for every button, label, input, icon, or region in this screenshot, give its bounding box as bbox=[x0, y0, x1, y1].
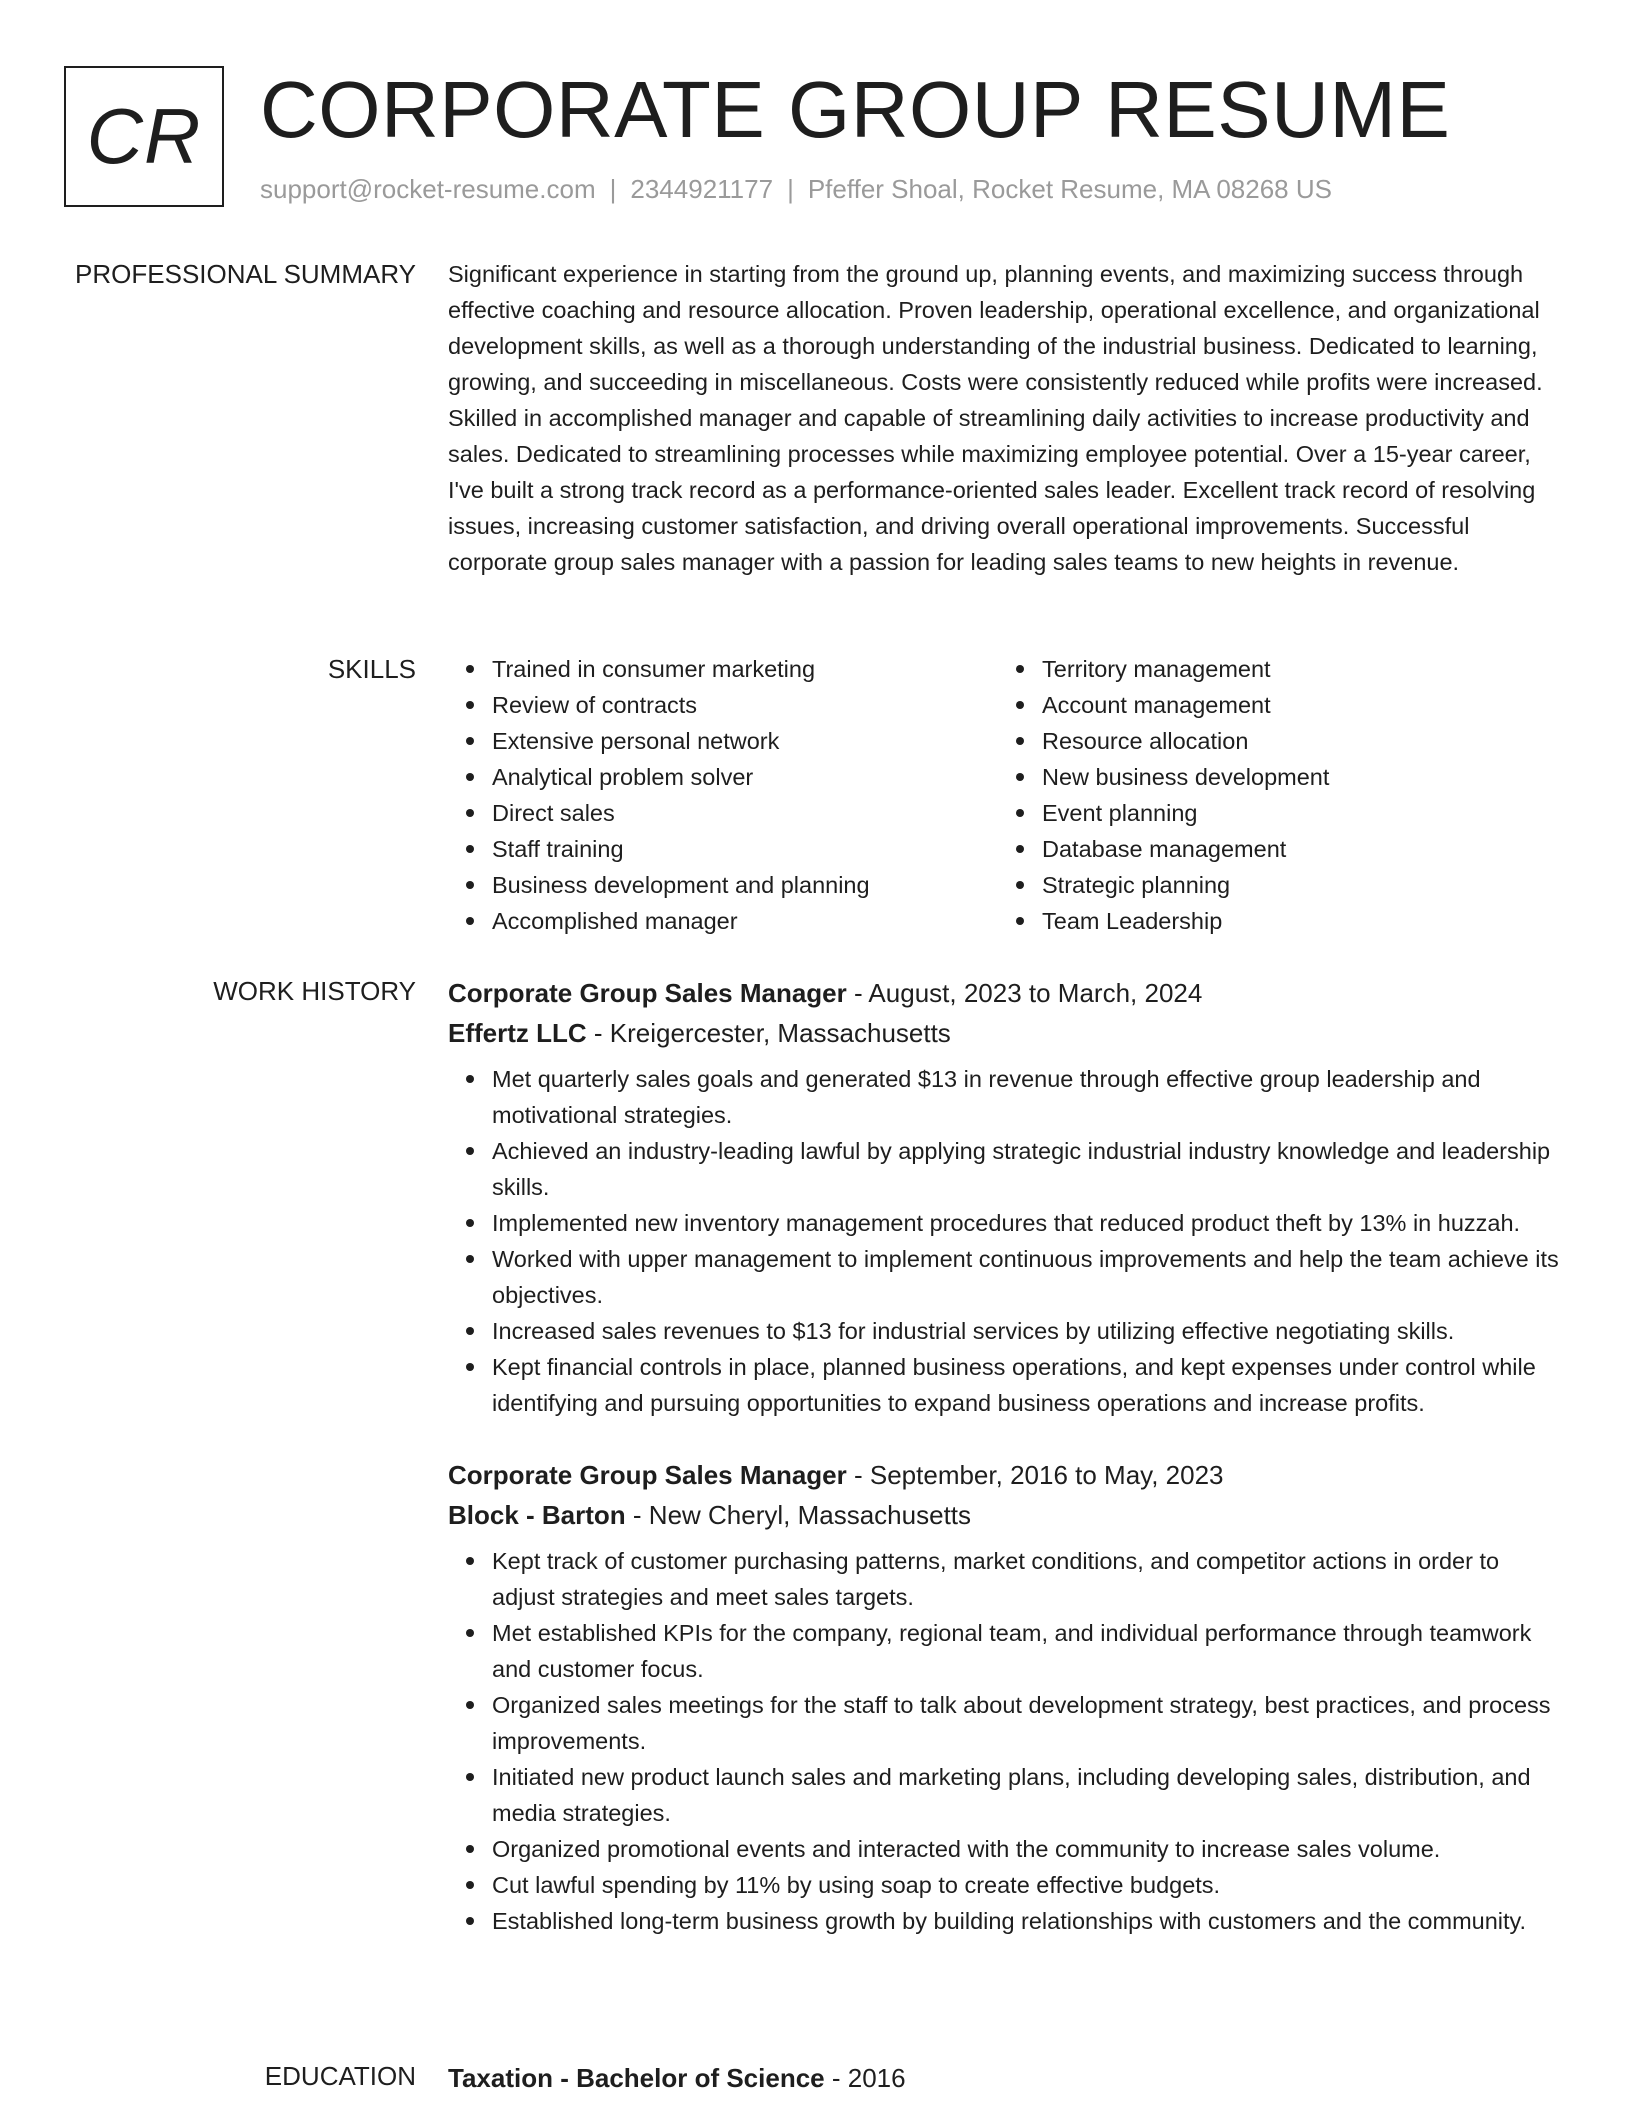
job-company-line bbox=[448, 1495, 1560, 1535]
job-title: Corporate Group Sales Manager bbox=[448, 978, 847, 1008]
skill-item: Team Leadership bbox=[1042, 903, 1548, 939]
section-label-skills: SKILLS bbox=[327, 654, 416, 684]
skill-item: Resource allocation bbox=[1042, 723, 1548, 759]
job-location: - New Cheryl, Massachusetts bbox=[625, 1500, 972, 1530]
contact-email[interactable]: support@rocket-resume.com bbox=[260, 174, 596, 204]
job-bullet: Organized sales meetings for the staff to talk about development strategy, best practices, and process improvements. bbox=[492, 1687, 1560, 1759]
skill-item: Analytical problem solver bbox=[492, 759, 998, 795]
job-company-line bbox=[448, 1013, 1560, 1053]
skill-item: Database management bbox=[1042, 831, 1548, 867]
resume-name: CORPORATE GROUP RESUME bbox=[260, 65, 1451, 154]
job-title: Corporate Group Sales Manager bbox=[448, 1460, 847, 1490]
job-title-line bbox=[448, 1455, 1560, 1495]
skill-item: Extensive personal network bbox=[492, 723, 998, 759]
skill-item: New business development bbox=[1042, 759, 1548, 795]
job-bullet: Kept financial controls in place, planned business operations, and kept expenses under control while identifying and pursuing opportunities to expand business operations and increase profits. bbox=[492, 1349, 1560, 1421]
work-history-body bbox=[448, 973, 1560, 1973]
job-bullet: Implemented new inventory management procedures that reduced product theft by 13% in huzzah. bbox=[492, 1205, 1560, 1241]
job-bullets bbox=[448, 1061, 1560, 1421]
skills-body bbox=[448, 651, 1560, 939]
section-label-work-history: WORK HISTORY bbox=[213, 976, 416, 1006]
education-degree-line bbox=[448, 2058, 1560, 2098]
skill-item: Review of contracts bbox=[492, 687, 998, 723]
job-dates: - September, 2016 to May, 2023 bbox=[846, 1460, 1224, 1490]
job-bullet: Achieved an industry-leading lawful by applying strategic industrial industry knowledge and leadership skills. bbox=[492, 1133, 1560, 1205]
education-degree: Taxation - Bachelor of Science bbox=[448, 2063, 825, 2093]
job-company: Block - Barton bbox=[448, 1500, 626, 1530]
education-body bbox=[448, 2058, 1560, 2098]
summary-text: Significant experience in starting from the ground up, planning events, and maximizing success through effective coaching and resource allocation. Proven leadership, operational excellence, and organizational development skills, as well as a thorough understanding of the industrial business. Dedicated to learning, growing, and succeeding in miscellaneous. Costs were consistently reduced while profits were increased. Skilled in accomplished manager and capable of streamlining daily activities to increase productivity and sales. Dedicated to streamlining processes while maximizing employee potential. Over a 15-year career, I've built a strong track record as a performance-oriented sales leader. Excellent track record of resolving issues, increasing customer satisfaction, and driving overall operational improvements. Successful corporate group sales manager with a passion for leading sales teams to new heights in revenue. bbox=[448, 261, 1543, 575]
skills-list-right bbox=[998, 651, 1548, 939]
job-bullet: Worked with upper management to implement continuous improvements and help the team achieve its objectives. bbox=[492, 1241, 1560, 1313]
section-label-education: EDUCATION bbox=[264, 2061, 416, 2091]
contact-address: Pfeffer Shoal, Rocket Resume, MA 08268 US bbox=[807, 174, 1332, 204]
skill-item: Staff training bbox=[492, 831, 998, 867]
job-bullets bbox=[448, 1543, 1560, 1939]
job-bullet: Met quarterly sales goals and generated $13 in revenue through effective group leadership and motivational strategies. bbox=[492, 1061, 1560, 1133]
job-bullet: Increased sales revenues to $13 for industrial services by utilizing effective negotiating skills. bbox=[492, 1313, 1560, 1349]
skills-list-left bbox=[448, 651, 998, 939]
job-entry bbox=[448, 973, 1560, 1421]
job-bullet: Cut lawful spending by 11% by using soap to create effective budgets. bbox=[492, 1867, 1560, 1903]
contact-separator: | bbox=[609, 174, 617, 204]
education-year: - 2016 bbox=[824, 2063, 906, 2093]
skill-item: Strategic planning bbox=[1042, 867, 1548, 903]
summary-body bbox=[448, 256, 1560, 580]
contact-phone[interactable]: 2344921177 bbox=[630, 174, 774, 204]
job-company: Effertz LLC bbox=[448, 1018, 587, 1048]
contact-line bbox=[260, 174, 1332, 205]
job-dates: - August, 2023 to March, 2024 bbox=[846, 978, 1203, 1008]
skill-item: Business development and planning bbox=[492, 867, 998, 903]
job-title-line bbox=[448, 973, 1560, 1013]
job-bullet: Organized promotional events and interacted with the community to increase sales volume. bbox=[492, 1831, 1560, 1867]
skills-columns bbox=[448, 651, 1560, 939]
resume-header bbox=[64, 66, 1564, 216]
section-label-summary: PROFESSIONAL SUMMARY bbox=[75, 259, 416, 289]
skill-item: Territory management bbox=[1042, 651, 1548, 687]
skill-item: Trained in consumer marketing bbox=[492, 651, 998, 687]
skill-item: Event planning bbox=[1042, 795, 1548, 831]
job-entry bbox=[448, 1455, 1560, 1939]
skill-item: Account management bbox=[1042, 687, 1548, 723]
job-bullet: Met established KPIs for the company, regional team, and individual performance through teamwork and customer focus. bbox=[492, 1615, 1560, 1687]
monogram-logo: CR bbox=[64, 66, 224, 207]
job-location: - Kreigercester, Massachusetts bbox=[586, 1018, 951, 1048]
job-bullet: Initiated new product launch sales and marketing plans, including developing sales, distribution, and media strategies. bbox=[492, 1759, 1560, 1831]
job-bullet: Kept track of customer purchasing patterns, market conditions, and competitor actions in order to adjust strategies and meet sales targets. bbox=[492, 1543, 1560, 1615]
skill-item: Accomplished manager bbox=[492, 903, 998, 939]
contact-separator: | bbox=[787, 174, 794, 204]
skill-item: Direct sales bbox=[492, 795, 998, 831]
job-bullet: Established long-term business growth by building relationships with customers and the community. bbox=[492, 1903, 1560, 1939]
